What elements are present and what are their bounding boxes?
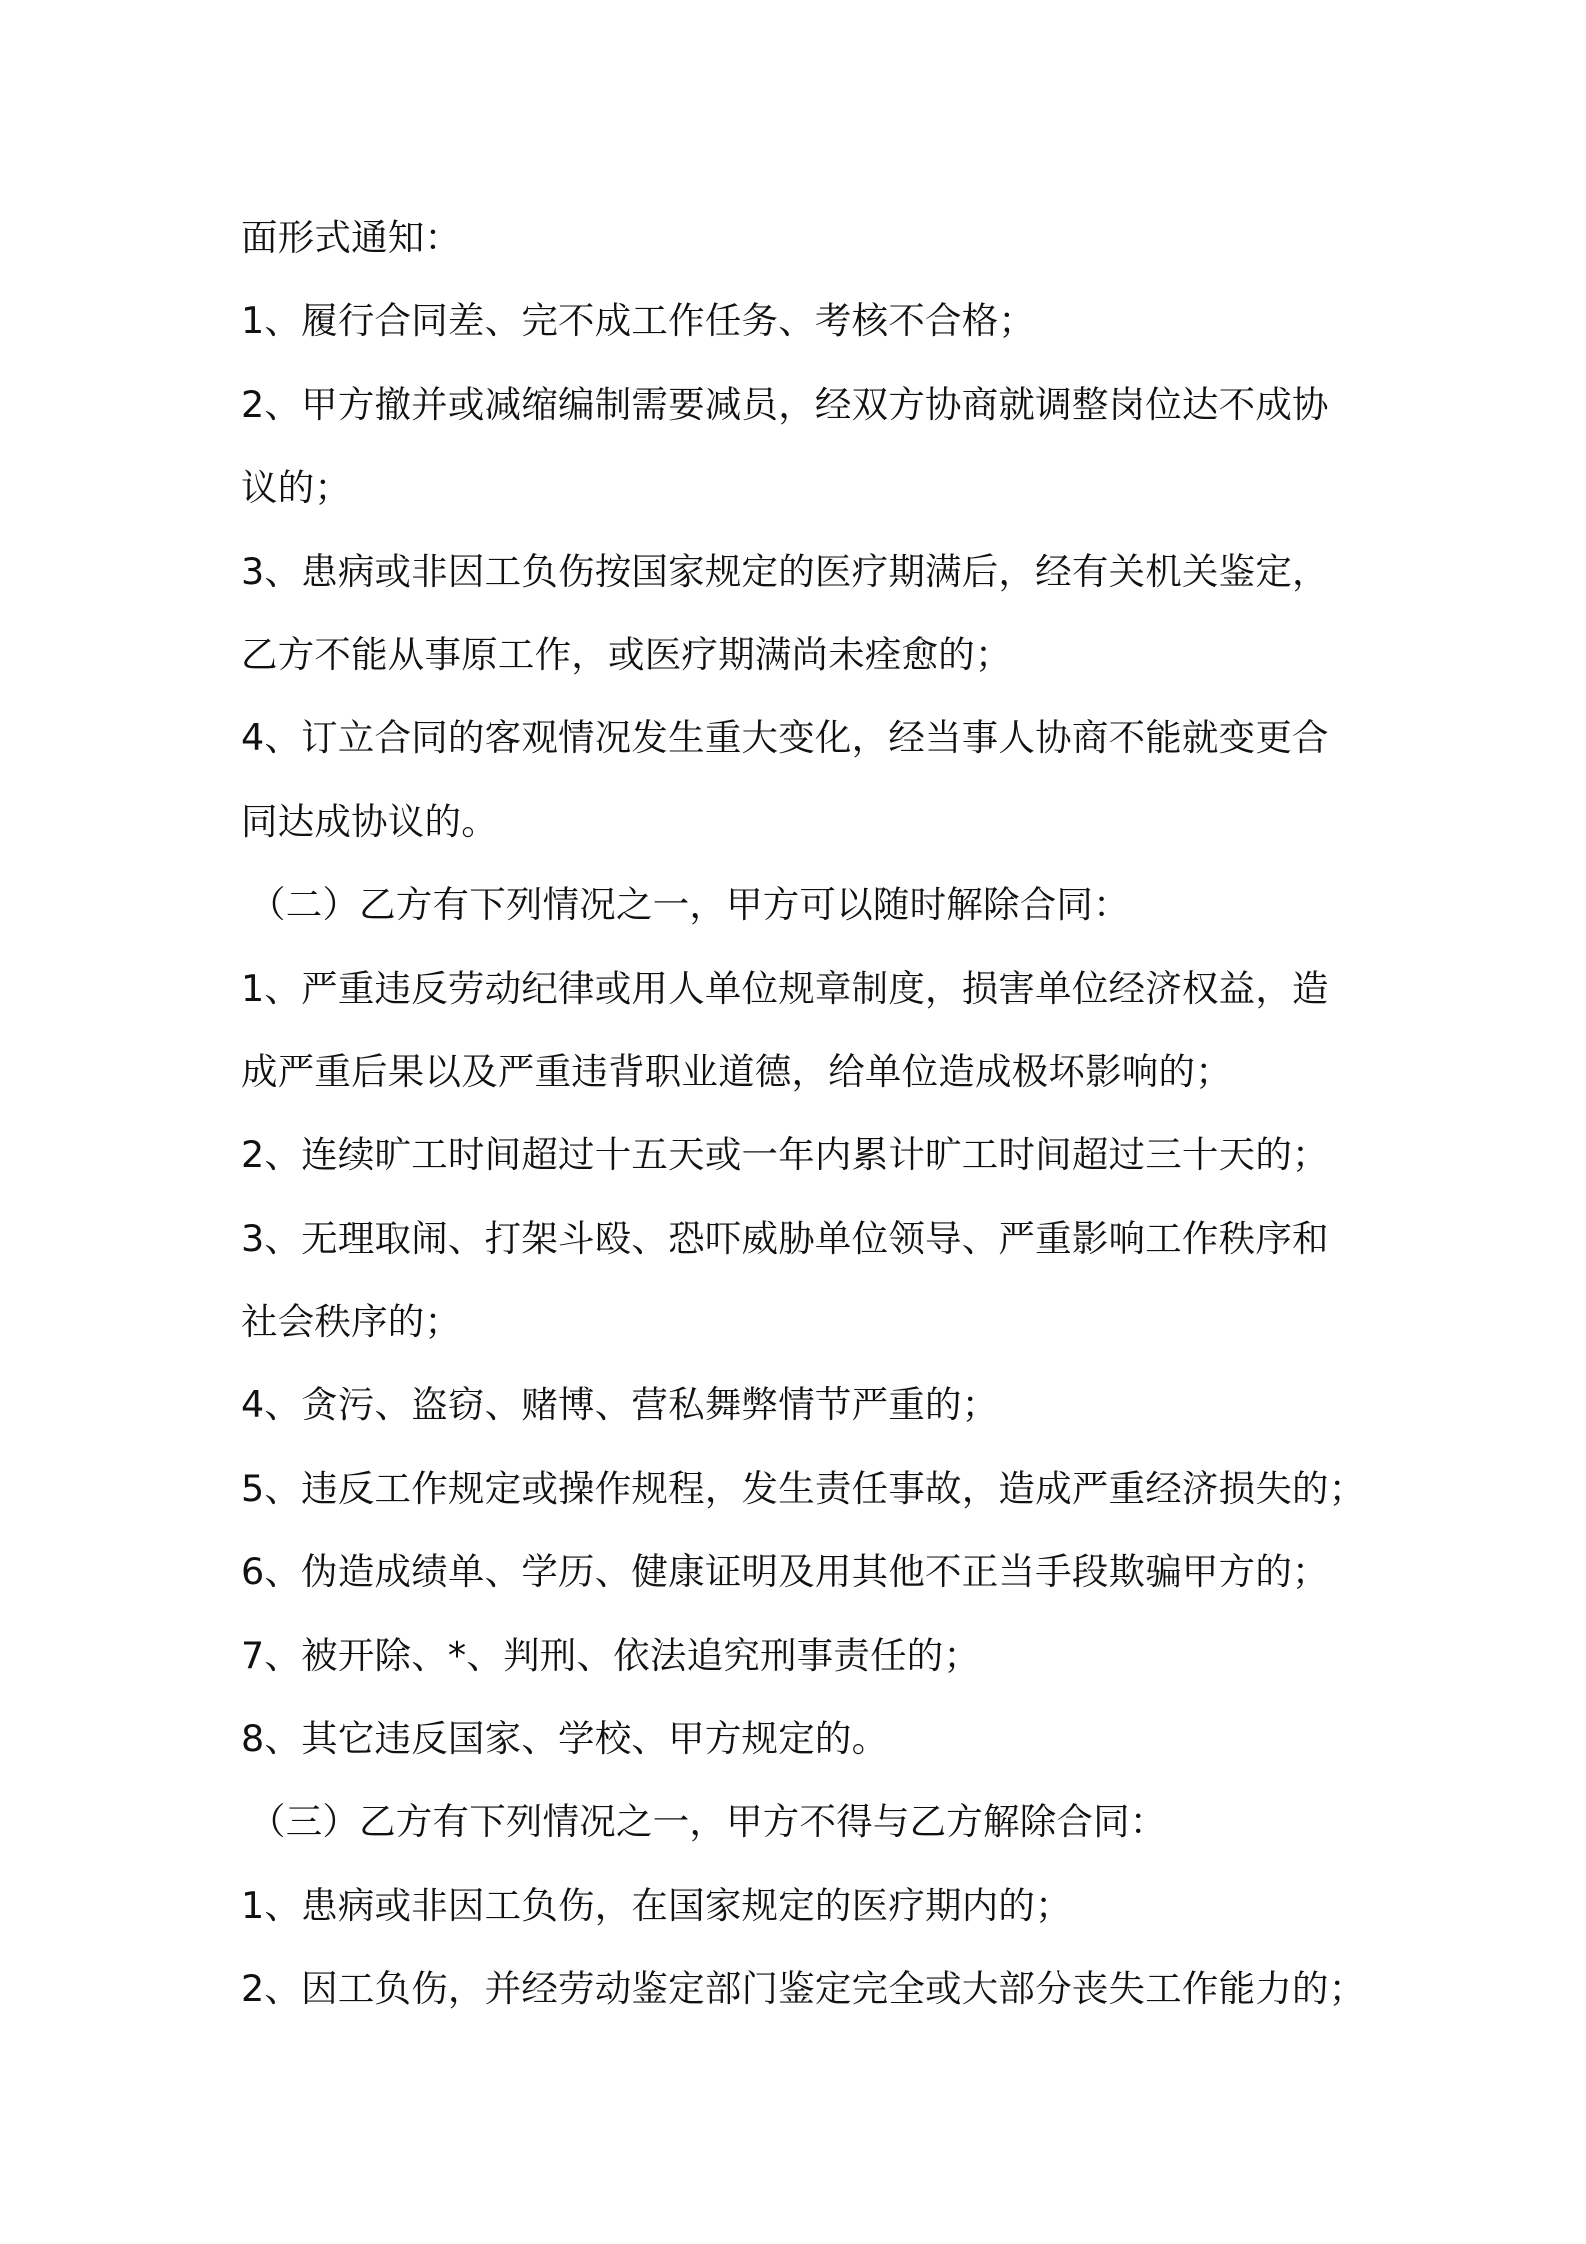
text-line-clause-1-4: 4、订立合同的客观情况发生重大变化，经当事人协商不能就变更合 xyxy=(241,716,1329,760)
text-line-clause-2-6: 6、伪造成绩单、学历、健康证明及用其他不正当手段欺骗甲方的； xyxy=(241,1550,1329,1594)
text-line-clause-3-2: 2、因工负伤，并经劳动鉴定部门鉴定完全或大部分丧失工作能力的； xyxy=(241,1967,1366,2011)
text-line-notice-form: 面形式通知： xyxy=(241,216,462,259)
text-line-clause-2-5: 5、违反工作规定或操作规程，发生责任事故，造成严重经济损失的； xyxy=(241,1466,1366,1510)
text-line-clause-1-4-cont: 同达成协议的。 xyxy=(241,799,498,843)
text-line-clause-2-3-cont: 社会秩序的； xyxy=(241,1300,462,1344)
text-line-clause-2-8: 8、其它违反国家、学校、甲方规定的。 xyxy=(241,1717,889,1761)
text-line-clause-1-2: 2、甲方撤并或减缩编制需要减员，经双方协商就调整岗位达不成协 xyxy=(241,382,1329,426)
text-line-clause-3-1: 1、患病或非因工负伤，在国家规定的医疗期内的； xyxy=(241,1883,1072,1927)
section-heading-2: （二）乙方有下列情况之一，甲方可以随时解除合同： xyxy=(249,883,1130,927)
text-line-clause-2-1: 1、严重违反劳动纪律或用人单位规章制度，损害单位经济权益，造 xyxy=(241,966,1329,1010)
text-line-clause-1-3: 3、患病或非因工负伤按国家规定的医疗期满后，经有关机关鉴定， xyxy=(241,549,1329,593)
text-line-clause-2-1-cont: 成严重后果以及严重违背职业道德，给单位造成极坏影响的； xyxy=(241,1049,1232,1093)
text-line-clause-2-2: 2、连续旷工时间超过十五天或一年内累计旷工时间超过三十天的； xyxy=(241,1133,1329,1177)
text-line-clause-1-3-cont: 乙方不能从事原工作，或医疗期满尚未痊愈的； xyxy=(241,632,1012,676)
section-heading-3: （三）乙方有下列情况之一，甲方不得与乙方解除合同： xyxy=(249,1800,1167,1844)
text-line-clause-1-1: 1、履行合同差、完不成工作任务、考核不合格； xyxy=(241,299,1036,343)
text-line-clause-2-7: 7、被开除、*、判刑、依法追究刑事责任的； xyxy=(241,1633,981,1677)
text-line-clause-2-4: 4、贪污、盗窃、赌博、营私舞弊情节严重的； xyxy=(241,1383,999,1427)
text-line-clause-2-3: 3、无理取闹、打架斗殴、恐吓威胁单位领导、严重影响工作秩序和 xyxy=(241,1216,1329,1260)
document-body xyxy=(241,196,1371,2031)
text-line-clause-1-2-cont: 议的； xyxy=(241,466,352,510)
